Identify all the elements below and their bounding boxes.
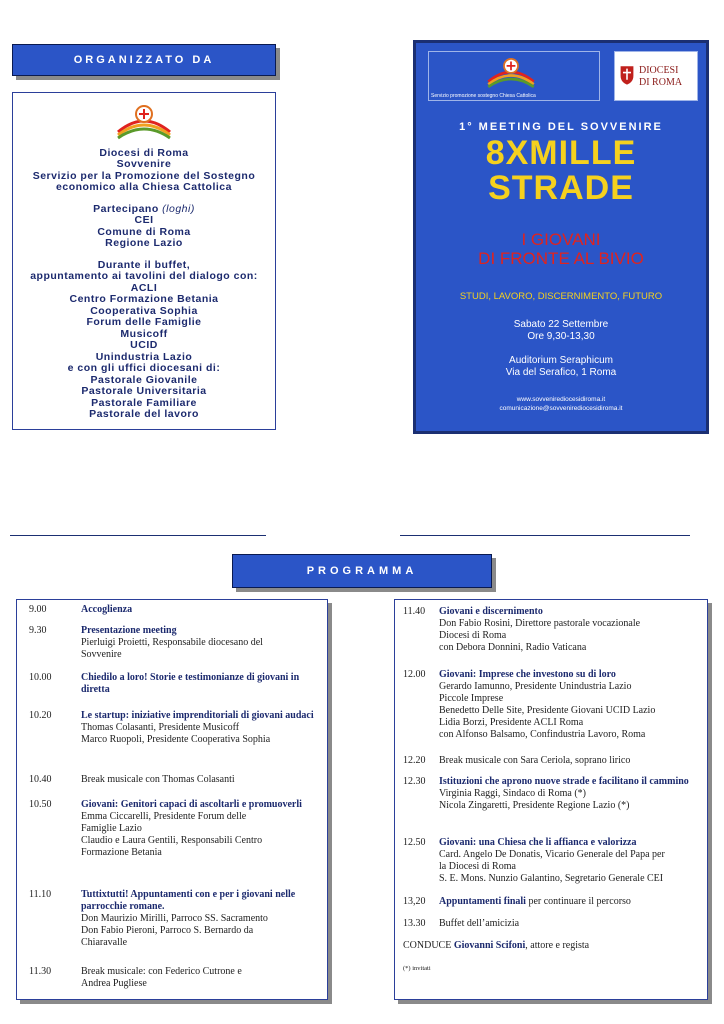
dialogo-partner: Unindustria Lazio	[95, 350, 193, 363]
uffici-intro: e con gli uffici diocesani di:	[67, 362, 221, 374]
item-detail: Virginia Raggi, Sindaco di Roma (*)	[439, 788, 586, 799]
program-item	[403, 896, 693, 908]
diocesi-logo	[614, 51, 698, 101]
program-item	[29, 710, 319, 746]
item-detail: Break musicale: con Federico Cutrone e	[81, 966, 242, 977]
item-title: Appuntamenti finali	[439, 896, 526, 907]
divider-right	[400, 535, 690, 536]
conduce-line	[403, 940, 589, 951]
item-detail: Claudio e Laura Gentili, Responsabili Centro	[81, 835, 263, 846]
event-place	[416, 355, 706, 379]
item-title: Accoglienza	[81, 604, 133, 615]
item-time: 12.00	[403, 669, 426, 680]
organizer-box	[12, 92, 276, 430]
item-time: 11.40	[403, 606, 426, 617]
event-subtitle-line: DI FRONTE AL BIVIO	[478, 249, 644, 268]
item-detail: S. E. Mons. Nunzio Galantino, Segretario Generale CEI	[439, 873, 664, 884]
item-detail: Piccole Imprese	[439, 693, 504, 704]
item-detail: Formazione Betania	[81, 847, 162, 858]
item-detail: Don Maurizio Mirilli, Parroco SS. Sacramento	[81, 913, 268, 924]
diocesi-logo-text: DI ROMA	[639, 77, 683, 88]
item-detail: Thomas Colasanti, Presidente Musicoff	[81, 722, 240, 733]
item-detail: Sovvenire	[81, 649, 122, 660]
footnote: (*) invitati	[403, 965, 431, 972]
ufficio: Pastorale Familiare	[91, 396, 197, 409]
item-detail: Buffet dell’amicizia	[439, 918, 520, 929]
item-detail: Pierluigi Proietti, Responsabile diocesano del	[81, 637, 263, 648]
event-contacts	[416, 395, 706, 413]
item-title: Chiedilo a loro! Storie e testimonianze di giovani in diretta	[81, 672, 300, 695]
event-flyer	[413, 40, 709, 434]
conduce-rest: , attore e regista	[525, 940, 590, 951]
item-time: 13,20	[403, 896, 426, 907]
item-detail: Marco Ruopoli, Presidente Cooperativa Sophia	[81, 734, 271, 745]
organizer-line: economico alla Chiesa Cattolica	[56, 181, 232, 193]
ufficio: Pastorale Giovanile	[90, 373, 198, 386]
dialogo-partner: Musicoff	[120, 327, 168, 340]
event-datetime	[416, 319, 706, 343]
event-date: Sabato 22 Settembre	[513, 319, 609, 330]
dialogo-partner: Cooperativa Sophia	[90, 304, 198, 317]
partecipano-label: Partecipano	[93, 202, 159, 215]
item-time: 10.00	[29, 672, 52, 683]
item-time: 12.20	[403, 755, 426, 766]
item-detail: Diocesi di Roma	[439, 630, 507, 641]
program-item	[403, 669, 693, 741]
item-detail: Emma Ciccarelli, Presidente Forum delle	[81, 811, 247, 822]
item-title: Giovani: una Chiesa che li affianca e valorizza	[439, 837, 637, 848]
item-detail: Nicola Zingaretti, Presidente Regione Lazio (*)	[439, 800, 630, 811]
item-detail: Don Fabio Pieroni, Parroco S. Bernardo da	[81, 925, 254, 936]
ufficio: Pastorale Universitaria	[81, 385, 207, 397]
event-title-line: 8XMILLE	[485, 134, 637, 172]
event-title	[416, 136, 706, 206]
item-detail: Break musicale con Sara Ceriola, soprano lirico	[439, 755, 631, 766]
event-time: Ore 9,30-13,30	[527, 331, 595, 342]
item-time: 10.20	[29, 710, 52, 721]
item-detail: la Diocesi di Roma	[439, 861, 516, 872]
logo-caption: Servizio promozione sostegno Chiesa Cattolica	[431, 93, 536, 99]
program-item	[29, 604, 319, 616]
programma-header	[232, 554, 492, 588]
event-subtitle	[416, 230, 706, 268]
partecipante: Regione Lazio	[105, 237, 183, 249]
event-email[interactable]: comunicazione@sovvenirediocesidiroma.it	[499, 405, 623, 412]
organizer-header	[12, 44, 276, 76]
program-item	[29, 799, 319, 859]
item-detail: Break musicale con Thomas Colasanti	[81, 774, 235, 785]
event-website[interactable]: www.sovvenirediocesidiroma.it	[516, 396, 606, 403]
partecipante: Comune di Roma	[97, 225, 191, 238]
event-venue: Auditorium Seraphicum	[509, 355, 613, 366]
item-title: Presentazione meeting	[81, 625, 177, 636]
item-title: Giovani e discernimento	[439, 606, 543, 617]
event-address: Via del Serafico, 1 Roma	[505, 367, 617, 378]
program-item	[29, 672, 319, 696]
organizer-line: Sovvenire	[116, 158, 172, 170]
program-item	[403, 755, 693, 767]
item-detail: con Debora Donnini, Radio Vaticana	[439, 642, 587, 653]
item-time: 12.50	[403, 837, 426, 848]
program-item	[29, 625, 319, 661]
item-detail: con Alfonso Balsamo, Confindustria Lavoro, Roma	[439, 729, 646, 740]
program-item	[29, 966, 319, 990]
item-time: 12.30	[403, 776, 426, 787]
item-detail: Chiaravalle	[81, 937, 128, 948]
item-time: 9.30	[29, 625, 47, 636]
dialogo-partner: UCID	[130, 339, 158, 351]
programma-header-label: PROGRAMMA	[306, 565, 418, 577]
item-title: Tuttixtutti! Appuntamenti con e per i giovani nelle parrocchie romane.	[81, 889, 296, 912]
item-time: 9.00	[29, 604, 47, 615]
item-title: Giovani: Imprese che investono su di loro	[439, 669, 616, 680]
item-detail: Benedetto Delle Site, Presidente Giovani UCID Lazio	[439, 705, 656, 716]
item-detail: Don Fabio Rosini, Direttore pastorale vocazionale	[439, 618, 641, 629]
ufficio: Pastorale del lavoro	[89, 408, 199, 420]
buffet-intro: Durante il buffet,	[97, 258, 191, 271]
item-title: Istituzioni che aprono nuove strade e facilitano il cammino	[439, 776, 689, 787]
buffet-intro: appuntamento ai tavolini del dialogo con:	[30, 270, 258, 282]
divider-left	[10, 535, 266, 536]
item-title-rest: per continuare il percorso	[525, 896, 631, 907]
conduce-label: CONDUCE	[403, 940, 452, 951]
item-detail: Famiglie Lazio	[81, 823, 142, 834]
organizer-header-label: ORGANIZZATO DA	[73, 54, 215, 66]
partecipante: CEI	[134, 214, 154, 226]
diocesi-crest-icon	[619, 64, 635, 86]
item-title: Le startup: iniziative imprenditoriali di giovani audaci	[81, 710, 314, 721]
item-time: 13.30	[403, 918, 426, 929]
program-item	[403, 606, 693, 654]
partecipano-note: (loghi)	[162, 202, 195, 215]
logo-row	[428, 51, 698, 101]
program-item	[403, 837, 693, 885]
organizer-line: Diocesi di Roma	[99, 146, 189, 159]
event-title-line: STRADE	[488, 169, 634, 207]
item-detail: Card. Angelo De Donatis, Vicario Generale del Papa per	[439, 849, 665, 860]
conduce-name: Giovanni Scifoni	[453, 940, 526, 951]
event-subtitle-line: I GIOVANI	[521, 230, 601, 249]
item-time: 11.30	[29, 966, 52, 977]
sovvenire-logo	[428, 51, 600, 101]
diocesi-logo-text: DIOCESI	[639, 65, 679, 76]
program-item	[403, 776, 693, 812]
dialogo-partner: ACLI	[130, 281, 158, 294]
event-themes: STUDI, LAVORO, DISCERNIMENTO, FUTURO	[459, 291, 663, 302]
item-title: Giovani: Genitori capaci di ascoltarli e promuoverli	[81, 799, 302, 810]
item-detail: Lidia Borzi, Presidente ACLI Roma	[439, 717, 584, 728]
dialogo-partner: Forum delle Famiglie	[86, 316, 202, 328]
organizer-line: Servizio per la Promozione del Sostegno	[32, 169, 256, 182]
sovvenire-logo-icon	[483, 55, 539, 89]
sovvenire-logo-icon	[112, 102, 176, 140]
dialogo-partner: Centro Formazione Betania	[69, 293, 219, 305]
item-time: 10.40	[29, 774, 52, 785]
item-time: 10.50	[29, 799, 52, 810]
program-right	[394, 599, 708, 1000]
program-item	[29, 889, 319, 949]
program-item	[29, 774, 319, 786]
item-detail: Gerardo Iamunno, Presidente Unindustria Lazio	[439, 681, 632, 692]
program-item	[403, 918, 693, 930]
program-left	[16, 599, 328, 1000]
item-detail: Andrea Pugliese	[81, 978, 147, 989]
meeting-title: 1° MEETING DEL SOVVENIRE	[459, 121, 663, 133]
item-time: 11.10	[29, 889, 52, 900]
